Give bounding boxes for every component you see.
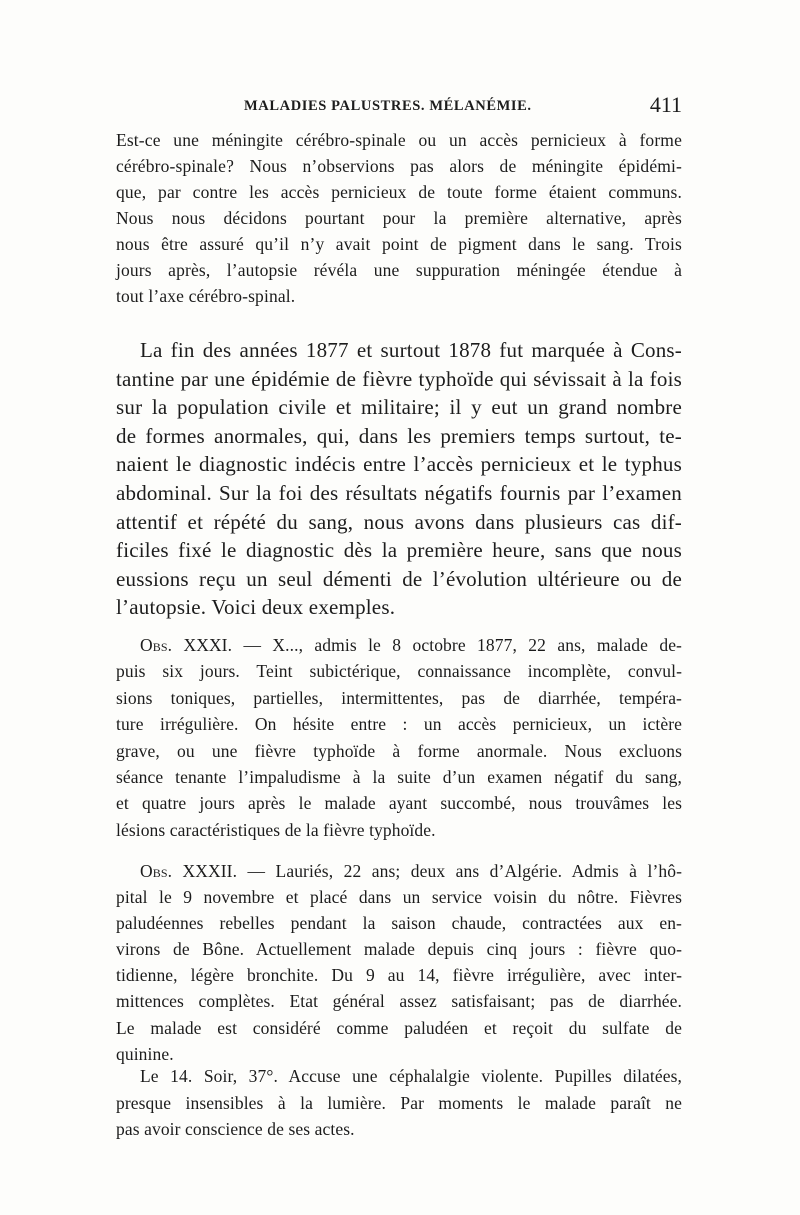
text-line: eussions reçu un seul démenti de l’évolution ultérieure ou de [116, 566, 682, 591]
observation-label: Obs. [140, 861, 173, 881]
text-line: virons de Bône. Actuellement malade depuis cinq jours : fièvre quo- [116, 939, 682, 960]
observation-xxxii [116, 858, 682, 1067]
observation-heading-text: XXXI. — X..., admis le 8 octobre 1877, 22 ans, malade de- [172, 635, 682, 655]
observation-label: Obs. [140, 635, 173, 655]
text-line: quinine. [116, 1043, 174, 1064]
text-line: tantine par une épidémie de fièvre typhoïde qui sévissait à la fois [116, 366, 682, 391]
text-line: puis six jours. Teint subictérique, connaissance incomplète, convul- [116, 661, 682, 682]
observation-heading-line [116, 632, 682, 658]
paragraph-typhoid-epidemic [116, 336, 682, 622]
text-line: tout l’axe cérébro-spinal. [116, 286, 296, 306]
text-line: l’autopsie. Voici deux exemples. [116, 595, 396, 620]
text-line: que, par contre les accès pernicieux de toute forme étaient communs. [116, 182, 682, 202]
running-head [116, 92, 682, 122]
text-line: sions toniques, partielles, intermittentes, pas de diarrhée, tempéra- [116, 687, 682, 708]
text-line: sur la population civile et militaire; il y eut un grand nombre [116, 395, 682, 420]
observation-heading-text: XXXII. — Lauriés, 22 ans; deux ans d’Algérie. Admis à l’hô- [172, 861, 682, 881]
text-line: pital le 9 novembre et placé dans un service voisin du nôtre. Fièvres [116, 887, 682, 908]
text-line: lésions caractéristiques de la fièvre typhoïde. [116, 819, 436, 840]
page-number: 411 [649, 92, 682, 117]
text-line: mittences complètes. Etat général assez satisfaisant; pas de diarrhée. [116, 991, 682, 1012]
text-line: attentif et répété du sang, nous avons dans plusieurs cas dif- [116, 509, 682, 534]
running-title: MALADIES PALUSTRES. MÉLANÉMIE. [244, 98, 532, 114]
text-line: naient le diagnostic indécis entre l’accès pernicieux et le typhus [116, 452, 682, 477]
text-line: tidienne, légère bronchite. Du 9 au 14, fièvre irrégulière, avec inter- [116, 965, 682, 986]
paragraph-day-14 [116, 1063, 682, 1143]
text-line: cérébro-spinale? Nous n’observions pas alors de méningite épidémi- [116, 156, 682, 176]
text-line: de formes anormales, qui, dans les premiers temps surtout, te- [116, 423, 682, 448]
text-line: nous être assuré qu’il n’y avait point de pigment dans le sang. Trois [116, 234, 682, 254]
text-line: et quatre jours après le malade ayant succombé, nous trouvâmes les [116, 793, 682, 814]
text-line: Le malade est considéré comme paludéen et reçoit du sulfate de [116, 1017, 682, 1038]
text-line: presque insensibles à la lumière. Par moments le malade paraît ne [116, 1092, 682, 1113]
text-line: Le 14. Soir, 37°. Accuse une céphalalgie violente. Pupilles dilatées, [140, 1066, 682, 1086]
text-line: La fin des années 1877 et surtout 1878 fut marquée à Cons- [140, 338, 682, 362]
text-line: abdominal. Sur la foi des résultats négatifs fournis par l’examen [116, 480, 682, 505]
observation-xxxi [116, 632, 682, 843]
text-line: séance tenante l’impaludisme à la suite d’un examen négatif du sang, [116, 767, 682, 788]
text-line: grave, ou une fièvre typhoïde à forme anormale. Nous excluons [116, 740, 682, 761]
text-line: ture irrégulière. On hésite entre : un accès pernicieux, un ictère [116, 714, 682, 735]
text-line: paludéennes rebelles pendant la saison chaude, contractées aux en- [116, 913, 682, 934]
text-line: jours après, l’autopsie révéla une suppuration méningée étendue à [116, 260, 682, 280]
text-line: ficiles fixé le diagnostic dès la première heure, sans que nous [116, 538, 682, 563]
text-line: pas avoir conscience de ses actes. [116, 1119, 355, 1139]
text-line: Est-ce une méningite cérébro-spinale ou un accès pernicieux à forme [116, 130, 682, 150]
paragraph-meningitis-conclusion [116, 127, 682, 309]
observation-heading-line [116, 858, 682, 884]
text-line: Nous nous décidons pourtant pour la première alternative, après [116, 208, 682, 228]
